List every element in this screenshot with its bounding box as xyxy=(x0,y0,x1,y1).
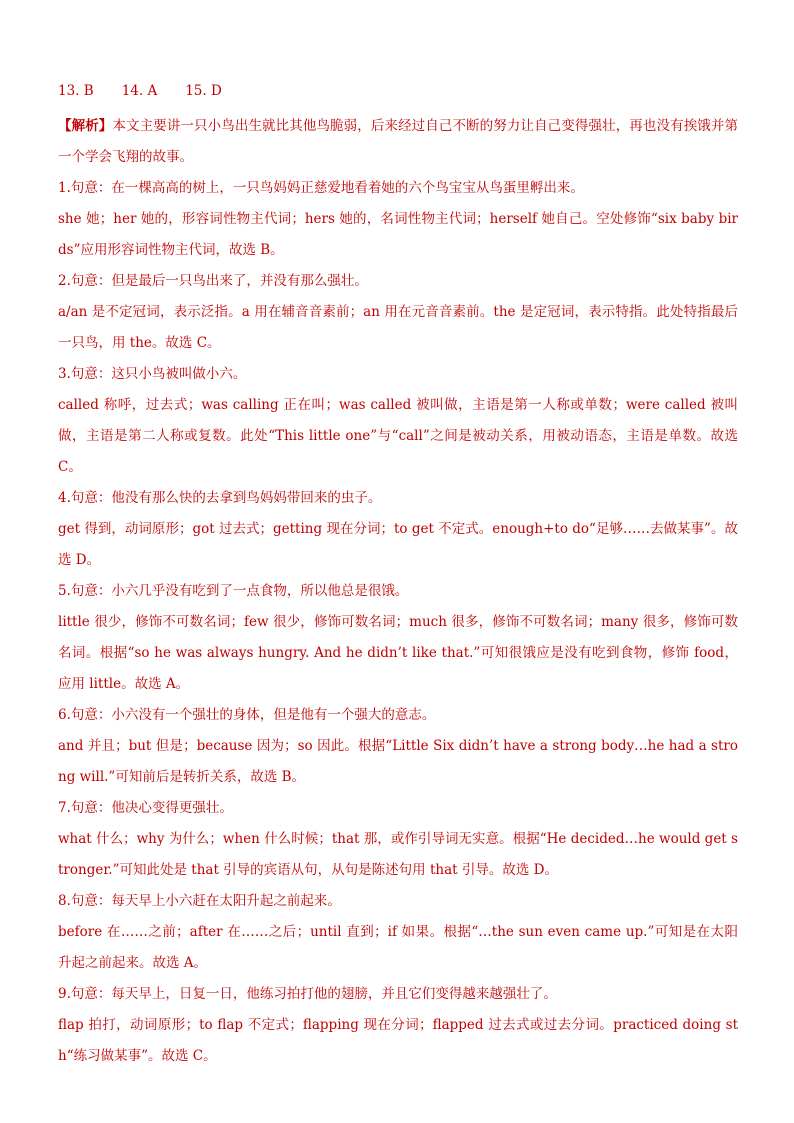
item-3-meaning: 3.句意：这只小鸟被叫做小六。 xyxy=(58,366,247,382)
item-6-meaning: 6.句意：小六没有一个强壮的身体，但是他有一个强大的意志。 xyxy=(58,707,436,723)
item-7-explanation: what 什么；why 为什么；when 什么时候；that 那，或作引导词无实意。根据“He decided…he would get stronger.”可知此处是 that 引导的宾语从句，从句是陈述句用 that 引导。故选 D。 xyxy=(58,831,738,878)
analysis-tag: 【解析】 xyxy=(58,118,113,134)
item-7-meaning: 7.句意：他决心变得更强壮。 xyxy=(58,800,233,816)
item-3-explanation: called 称呼，过去式；was calling 正在叫；was called 被叫做，主语是第一人称或单数；were called 被叫做，主语是第二人称或复数。此处“This little one”与“call”之间是被动关系，用被动语态，主语是单数。故选 C。 xyxy=(58,397,738,475)
analysis-text: 本文主要讲一只小鸟出生就比其他鸟脆弱，后来经过自己不断的努力让自己变得强壮，再也没有挨饿并第一个学会飞翔的故事。 xyxy=(58,118,739,165)
answer-14: 14. A xyxy=(121,83,158,99)
analysis-summary xyxy=(58,111,738,173)
item-6-explanation: and 并且；but 但是；because 因为；so 因此。根据“Little Six didn’t have a strong body…he had a strong will.”可知前后是转折关系，故选 B。 xyxy=(58,738,738,785)
item-5-meaning: 5.句意：小六几乎没有吃到了一点食物，所以他总是很饿。 xyxy=(58,583,409,599)
item-9-meaning: 9.句意：每天早上，日复一日，他练习拍打他的翅膀，并且它们变得越来越强壮了。 xyxy=(58,986,557,1002)
item-4-explanation: get 得到，动词原形；got 过去式；getting 现在分词；to get 不定式。enough+to do“足够……去做某事”。故选 D。 xyxy=(58,521,738,568)
item-9-explanation: flap 拍打，动词原形；to flap 不定式；flapping 现在分词；flapped 过去式或过去分词。practiced doing sth“练习做某事”。故选 C。 xyxy=(58,1017,738,1064)
item-1-meaning: 1.句意：在一棵高高的树上，一只鸟妈妈正慈爱地看着她的六个鸟宝宝从鸟蛋里孵出来。 xyxy=(58,180,584,196)
item-5-explanation: little 很少，修饰不可数名词；few 很少，修饰可数名词；much 很多，修饰不可数名词；many 很多，修饰可数名词。根据“so he was always hungry. And he didn’t like that.”可知很饿应是没有吃到食物，修饰 food，应用 little。故选 A。 xyxy=(58,614,738,692)
item-1-explanation: she 她；her 她的，形容词性物主代词；hers 她的，名词性物主代词；herself 她自己。空处修饰“six baby birds”应用形容词性物主代词，故选 B。 xyxy=(58,211,738,258)
answer-key-row xyxy=(58,80,738,102)
item-8-explanation: before 在……之前；after 在……之后；until 直到；if 如果。根据“…the sun even came up.”可知是在太阳升起之前起来。故选 A。 xyxy=(58,924,738,971)
item-2-meaning: 2.句意：但是最后一只鸟出来了，并没有那么强壮。 xyxy=(58,273,368,289)
item-2-explanation: a/an 是不定冠词，表示泛指。a 用在辅音音素前；an 用在元音音素前。the 是定冠词，表示特指。此处特指最后一只鸟，用 the。故选 C。 xyxy=(58,304,738,351)
answer-15: 15. D xyxy=(185,83,222,99)
item-8-meaning: 8.句意：每天早上小六赶在太阳升起之前起来。 xyxy=(58,893,341,909)
item-4-meaning: 4.句意：他没有那么快的去拿到鸟妈妈带回来的虫子。 xyxy=(58,490,382,506)
answer-13: 13. B xyxy=(58,83,94,99)
